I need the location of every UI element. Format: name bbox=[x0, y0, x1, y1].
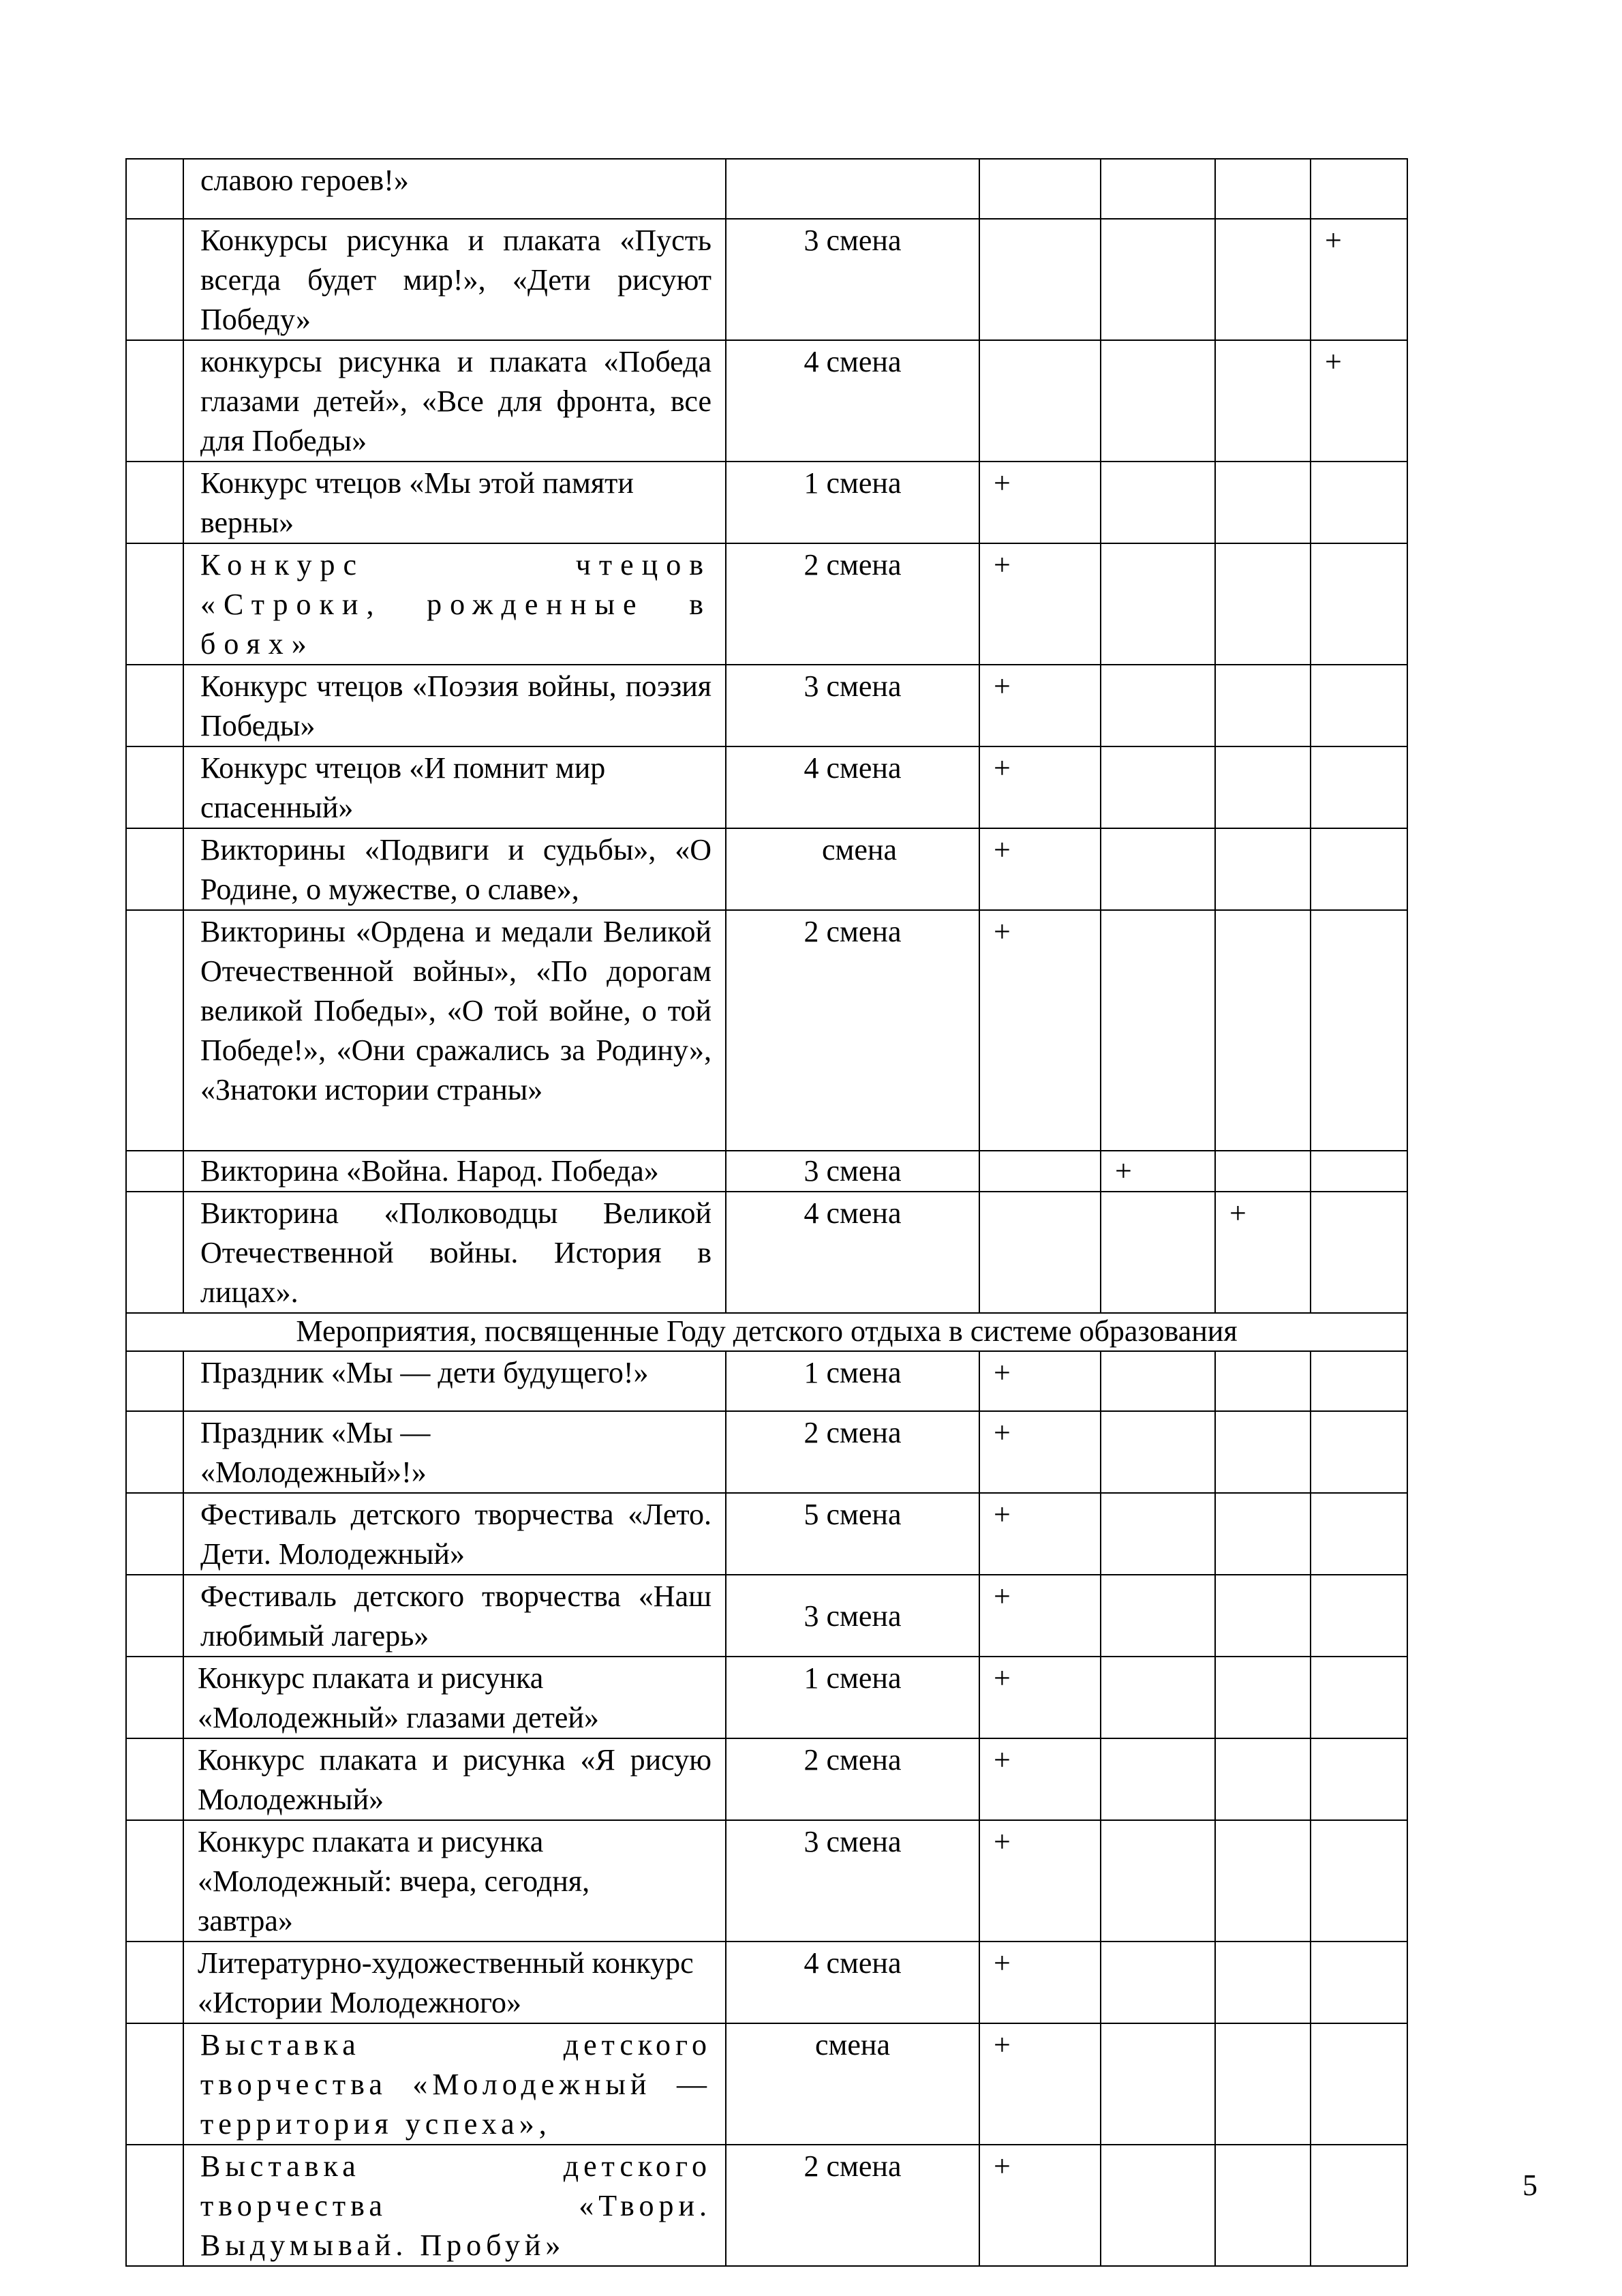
event-shift bbox=[726, 159, 979, 219]
table-row bbox=[126, 543, 1407, 665]
event-shift: 4 смена bbox=[726, 746, 979, 828]
mark-cell bbox=[1215, 665, 1311, 746]
mark-cell: + bbox=[979, 543, 1101, 665]
row-number-cell bbox=[126, 1411, 183, 1493]
row-number-cell bbox=[126, 1351, 183, 1411]
events-table bbox=[125, 158, 1408, 2267]
mark-cell: + bbox=[979, 1351, 1101, 1411]
mark-cell bbox=[1215, 2023, 1311, 2145]
row-number-cell bbox=[126, 1738, 183, 1820]
mark-cell bbox=[1101, 340, 1215, 462]
mark-cell: + bbox=[979, 1738, 1101, 1820]
mark-cell: + bbox=[979, 462, 1101, 543]
mark-cell bbox=[1101, 462, 1215, 543]
row-number-cell bbox=[126, 910, 183, 1151]
mark-cell: + bbox=[979, 1575, 1101, 1657]
mark-cell: + bbox=[979, 1820, 1101, 1942]
event-title: Литературно-художественный конкурс «Истории Молодежного» bbox=[183, 1942, 726, 2023]
table-row bbox=[126, 665, 1407, 746]
row-number-cell bbox=[126, 462, 183, 543]
event-shift: 5 смена bbox=[726, 1493, 979, 1575]
event-shift: 2 смена bbox=[726, 910, 979, 1151]
table-row bbox=[126, 1738, 1407, 1820]
event-shift: 2 смена bbox=[726, 1738, 979, 1820]
mark-cell bbox=[1215, 1820, 1311, 1942]
mark-cell bbox=[1215, 1493, 1311, 1575]
row-number-cell bbox=[126, 2023, 183, 2145]
mark-cell bbox=[1215, 910, 1311, 1151]
mark-cell: + bbox=[979, 2023, 1101, 2145]
mark-cell bbox=[1215, 462, 1311, 543]
mark-cell bbox=[1311, 2145, 1407, 2266]
mark-cell: + bbox=[979, 828, 1101, 910]
mark-cell bbox=[1311, 2023, 1407, 2145]
table-row bbox=[126, 828, 1407, 910]
mark-cell bbox=[1311, 1151, 1407, 1192]
table-row bbox=[126, 1493, 1407, 1575]
row-number-cell bbox=[126, 2145, 183, 2266]
row-number-cell bbox=[126, 1575, 183, 1657]
event-title: Праздник «Мы — дети будущего!» bbox=[183, 1351, 726, 1411]
table-row bbox=[126, 1657, 1407, 1738]
mark-cell: + bbox=[979, 1942, 1101, 2023]
event-shift: 2 смена bbox=[726, 2145, 979, 2266]
event-title: Фестиваль детского творчества «Лето. Дети. Молодежный» bbox=[183, 1493, 726, 1575]
event-shift: 3 смена bbox=[726, 1820, 979, 1942]
event-title: Конкурс плаката и рисунка «Я рисую Молодежный» bbox=[183, 1738, 726, 1820]
section-heading: Мероприятия, посвященные Году детского отдыха в системе образования bbox=[126, 1313, 1407, 1351]
mark-cell bbox=[1215, 1657, 1311, 1738]
mark-cell: + bbox=[979, 1493, 1101, 1575]
section-row bbox=[126, 1313, 1407, 1351]
mark-cell bbox=[1101, 1351, 1215, 1411]
mark-cell bbox=[1311, 1575, 1407, 1657]
table-row bbox=[126, 1411, 1407, 1493]
event-title: Выставка детского творчества «Твори. Выдумывай. Пробуй» bbox=[183, 2145, 726, 2266]
mark-cell: + bbox=[1101, 1151, 1215, 1192]
row-number-cell bbox=[126, 665, 183, 746]
mark-cell: + bbox=[1311, 340, 1407, 462]
event-title: славою героев!» bbox=[183, 159, 726, 219]
mark-cell bbox=[1101, 543, 1215, 665]
mark-cell bbox=[1311, 1411, 1407, 1493]
event-title: конкурсы рисунка и плаката «Победа глазами детей», «Все для фронта, все для Победы» bbox=[183, 340, 726, 462]
event-title: Викторина «Полководцы Великой Отечественной войны. История в лицах». bbox=[183, 1192, 726, 1313]
mark-cell bbox=[1101, 2145, 1215, 2266]
event-title: Конкурс чтецов «Поэзия войны, поэзия Победы» bbox=[183, 665, 726, 746]
mark-cell bbox=[1215, 746, 1311, 828]
table-row bbox=[126, 2023, 1407, 2145]
event-shift: 3 смена bbox=[726, 219, 979, 340]
mark-cell bbox=[1215, 1575, 1311, 1657]
event-title: Конкурс плаката и рисунка «Молодежный» глазами детей» bbox=[183, 1657, 726, 1738]
mark-cell bbox=[1101, 1657, 1215, 1738]
event-title: Викторина «Война. Народ. Победа» bbox=[183, 1151, 726, 1192]
row-number-cell bbox=[126, 1820, 183, 1942]
mark-cell bbox=[1101, 1942, 1215, 2023]
mark-cell bbox=[1101, 910, 1215, 1151]
event-shift: 2 смена bbox=[726, 1411, 979, 1493]
mark-cell bbox=[1311, 828, 1407, 910]
row-number-cell bbox=[126, 828, 183, 910]
table-row bbox=[126, 462, 1407, 543]
mark-cell bbox=[1311, 910, 1407, 1151]
row-number-cell bbox=[126, 1942, 183, 2023]
mark-cell bbox=[1311, 665, 1407, 746]
mark-cell bbox=[1101, 159, 1215, 219]
row-number-cell bbox=[126, 1493, 183, 1575]
mark-cell bbox=[1215, 1151, 1311, 1192]
mark-cell bbox=[1101, 828, 1215, 910]
mark-cell bbox=[1215, 340, 1311, 462]
table-row bbox=[126, 340, 1407, 462]
mark-cell bbox=[979, 219, 1101, 340]
row-number-cell bbox=[126, 1151, 183, 1192]
mark-cell: + bbox=[1215, 1192, 1311, 1313]
mark-cell bbox=[1311, 543, 1407, 665]
event-title: Конкурсы рисунка и плаката «Пусть всегда будет мир!», «Дети рисуют Победу» bbox=[183, 219, 726, 340]
row-number-cell bbox=[126, 543, 183, 665]
table-row bbox=[126, 1151, 1407, 1192]
table-row bbox=[126, 2145, 1407, 2266]
mark-cell bbox=[1311, 1192, 1407, 1313]
mark-cell: + bbox=[979, 665, 1101, 746]
table-row bbox=[126, 1192, 1407, 1313]
event-title: Конкурс чтецов «Мы этой памяти верны» bbox=[183, 462, 726, 543]
row-number-cell bbox=[126, 1657, 183, 1738]
event-shift: смена bbox=[726, 2023, 979, 2145]
mark-cell bbox=[1101, 1738, 1215, 1820]
mark-cell bbox=[1101, 1575, 1215, 1657]
table-row bbox=[126, 159, 1407, 219]
table-row bbox=[126, 1351, 1407, 1411]
mark-cell bbox=[1101, 1192, 1215, 1313]
mark-cell bbox=[1215, 2145, 1311, 2266]
table-row bbox=[126, 1820, 1407, 1942]
mark-cell bbox=[1101, 2023, 1215, 2145]
row-number-cell bbox=[126, 1192, 183, 1313]
mark-cell bbox=[1311, 159, 1407, 219]
event-title: Конкурс чтецов «Строки, рожденные в боях» bbox=[183, 543, 726, 665]
event-title: Фестиваль детского творчества «Наш любимый лагерь» bbox=[183, 1575, 726, 1657]
event-shift: 1 смена bbox=[726, 462, 979, 543]
event-title: Праздник «Мы — «Молодежный»!» bbox=[183, 1411, 726, 1493]
mark-cell: + bbox=[979, 910, 1101, 1151]
event-shift: 4 смена bbox=[726, 1942, 979, 2023]
row-number-cell bbox=[126, 340, 183, 462]
table-row bbox=[126, 910, 1407, 1151]
mark-cell bbox=[1215, 159, 1311, 219]
event-shift: смена bbox=[726, 828, 979, 910]
mark-cell bbox=[979, 1192, 1101, 1313]
mark-cell bbox=[1311, 1493, 1407, 1575]
event-shift: 4 смена bbox=[726, 340, 979, 462]
event-shift: 4 смена bbox=[726, 1192, 979, 1313]
table-row bbox=[126, 746, 1407, 828]
event-shift: 1 смена bbox=[726, 1657, 979, 1738]
event-title: Викторины «Подвиги и судьбы», «О Родине, о мужестве, о славе», bbox=[183, 828, 726, 910]
mark-cell bbox=[1311, 1351, 1407, 1411]
mark-cell bbox=[979, 1151, 1101, 1192]
mark-cell bbox=[1311, 1942, 1407, 2023]
mark-cell bbox=[1101, 219, 1215, 340]
mark-cell bbox=[1101, 1820, 1215, 1942]
mark-cell bbox=[1215, 1942, 1311, 2023]
mark-cell bbox=[1311, 1820, 1407, 1942]
event-shift: 3 смена bbox=[726, 1575, 979, 1657]
mark-cell bbox=[1311, 1657, 1407, 1738]
mark-cell bbox=[1215, 219, 1311, 340]
table-row bbox=[126, 219, 1407, 340]
event-shift: 3 смена bbox=[726, 1151, 979, 1192]
event-title: Конкурс плаката и рисунка «Молодежный: вчера, сегодня, завтра» bbox=[183, 1820, 726, 1942]
event-shift: 1 смена bbox=[726, 1351, 979, 1411]
event-title: Выставка детского творчества «Молодежный — территория успеха», bbox=[183, 2023, 726, 2145]
mark-cell bbox=[1215, 1738, 1311, 1820]
mark-cell bbox=[1101, 1411, 1215, 1493]
row-number-cell bbox=[126, 219, 183, 340]
mark-cell bbox=[1215, 828, 1311, 910]
mark-cell bbox=[1101, 665, 1215, 746]
row-number-cell bbox=[126, 159, 183, 219]
mark-cell bbox=[1215, 1351, 1311, 1411]
mark-cell bbox=[979, 159, 1101, 219]
mark-cell bbox=[1311, 746, 1407, 828]
event-title: Конкурс чтецов «И помнит мир спасенный» bbox=[183, 746, 726, 828]
mark-cell bbox=[1101, 746, 1215, 828]
mark-cell: + bbox=[979, 1657, 1101, 1738]
event-shift: 2 смена bbox=[726, 543, 979, 665]
mark-cell bbox=[1311, 1738, 1407, 1820]
event-shift: 3 смена bbox=[726, 665, 979, 746]
mark-cell bbox=[1311, 462, 1407, 543]
page-number: 5 bbox=[1522, 2169, 1537, 2202]
mark-cell bbox=[1101, 1493, 1215, 1575]
mark-cell bbox=[1215, 1411, 1311, 1493]
table-row bbox=[126, 1942, 1407, 2023]
event-title: Викторины «Ордена и медали Великой Отечественной войны», «По дорогам великой Победы», «О той войне, о той Победе!», «Они сражались за Родину», «Знатоки истории страны» bbox=[183, 910, 726, 1151]
mark-cell: + bbox=[979, 1411, 1101, 1493]
mark-cell bbox=[979, 340, 1101, 462]
mark-cell: + bbox=[979, 2145, 1101, 2266]
table-row bbox=[126, 1575, 1407, 1657]
mark-cell: + bbox=[979, 746, 1101, 828]
mark-cell bbox=[1215, 543, 1311, 665]
row-number-cell bbox=[126, 746, 183, 828]
mark-cell: + bbox=[1311, 219, 1407, 340]
